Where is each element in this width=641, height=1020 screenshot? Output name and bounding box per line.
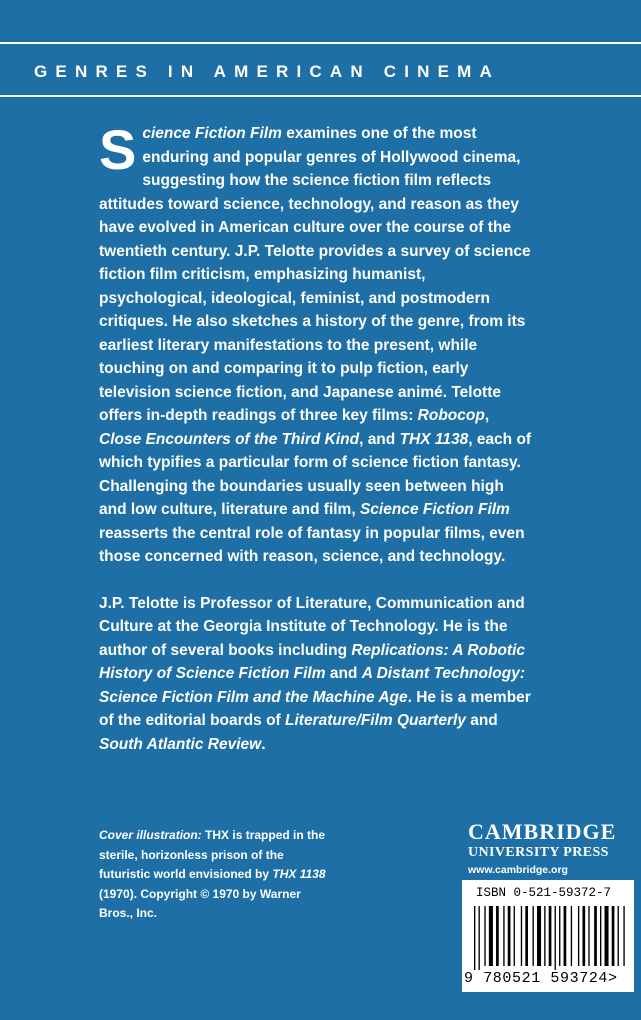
barcode-bar	[588, 906, 589, 966]
text-run: , and	[359, 430, 400, 448]
barcode-bar	[521, 906, 522, 966]
text-run: .	[261, 735, 266, 753]
text-run: J.P. Telotte is Professor of Literature, Communication and Culture at the Georgia Institute of Technology. He is the author of several books including	[99, 594, 525, 659]
barcode-bar	[533, 906, 534, 966]
italic-text: Cover illustration:	[99, 828, 202, 842]
italic-text: South Atlantic Review	[99, 735, 262, 753]
barcode-bar	[514, 906, 515, 966]
cover-illustration-caption	[99, 826, 329, 924]
series-title: GENRES IN AMERICAN CINEMA	[34, 62, 500, 81]
text-run: and	[465, 712, 498, 729]
barcode-bar	[537, 906, 541, 966]
italic-text: Robocop	[417, 407, 485, 424]
italic-text: THX 1138	[272, 867, 326, 881]
italic-text: Replications: A Robotic History of Science Fiction Film	[99, 641, 526, 682]
barcode-bar	[618, 906, 619, 966]
barcode-bar	[564, 906, 567, 966]
barcode-bar	[559, 906, 560, 966]
barcode-bar	[594, 906, 597, 966]
author-bio-paragraph	[99, 592, 533, 757]
barcode-bar	[474, 906, 475, 972]
caption-runs	[99, 828, 326, 920]
barcode-bar	[578, 906, 579, 966]
blurb-paragraph-1	[99, 118, 533, 569]
publisher-logo	[468, 820, 636, 876]
text-run: (1970). Copyright © 1970 by Warner Bros., Inc.	[99, 886, 301, 920]
text-run: reasserts the central role of fantasy in popular films, even those concerned with reason, science, and technology.	[99, 524, 525, 565]
barcode-bar	[508, 906, 511, 966]
barcode-bar	[612, 906, 615, 966]
ean-digits: 9 780521 593724	[464, 970, 609, 987]
italic-text: cience Fiction Film	[142, 125, 282, 142]
barcode-bar	[544, 906, 545, 966]
publisher-name: CAMBRIDGE	[468, 819, 617, 844]
italic-text: Literature/Film Quarterly	[285, 712, 466, 729]
publisher-url: www.cambridge.org	[468, 864, 568, 876]
text-run: THX is trapped in the sterile, horizonless prison of the futuristic world envisioned by	[99, 828, 326, 881]
barcode-bar	[489, 906, 493, 966]
isbn-label: ISBN 0-521-59372-7	[476, 886, 612, 900]
italic-text: THX 1138	[399, 430, 469, 448]
text-run: . He is a member of the editorial boards of	[99, 688, 531, 729]
blurb-p1-runs	[99, 118, 532, 565]
barcode-icon	[470, 906, 626, 972]
blurb-p2-runs	[99, 595, 531, 753]
italic-text: Science Fiction Film	[359, 501, 510, 518]
series-band	[0, 42, 641, 97]
barcode-bar	[549, 906, 552, 966]
barcode-bar	[623, 906, 624, 966]
barcode-bar	[503, 906, 504, 966]
ean-number	[464, 970, 618, 987]
ean-suffix: >	[608, 970, 618, 987]
barcode-bar	[555, 906, 556, 972]
text-run: and	[325, 665, 362, 682]
text-run: , each of which typifies a particular form of science fiction fantasy. Challenging the boundaries usually seen between high and low culture, literature and film,	[99, 430, 532, 518]
italic-text: Close Encounters of the Third Kind	[99, 430, 360, 448]
barcode-bar	[582, 906, 585, 966]
drop-cap: S	[99, 118, 137, 181]
text-run: ,	[484, 407, 490, 424]
barcode-bar	[525, 906, 528, 966]
barcode-bar	[600, 906, 601, 966]
publisher-subtitle: UNIVERSITY PRESS	[468, 845, 609, 860]
back-cover-blurb	[99, 118, 533, 756]
barcode-bar	[496, 906, 499, 966]
barcode-box	[462, 880, 634, 992]
barcode-bar	[484, 906, 485, 966]
barcode-bar	[605, 906, 609, 966]
text-run: examines one of the most enduring and popular genres of Hollywood cinema, suggesting how the science fiction film reflects attitudes toward science, technology, and reason as they have evolved in American culture over the course of the twentieth century. J.P. Telotte provides a survey of science fiction film criticism, emphasizing humanist, psychological, ideological, feminist, and postmodern critiques. He also sketches a history of the genre, from its earliest literary manifestations to the present, while touching on and comparing it to pulp fiction, early television science fiction, and Japanese animé. Telotte offers in-depth readings of three key films:	[99, 125, 531, 424]
barcode-bar	[571, 906, 572, 966]
italic-text: A Distant Technology: Science Fiction Film and the Machine Age	[99, 665, 526, 706]
barcode-bar	[479, 906, 480, 972]
